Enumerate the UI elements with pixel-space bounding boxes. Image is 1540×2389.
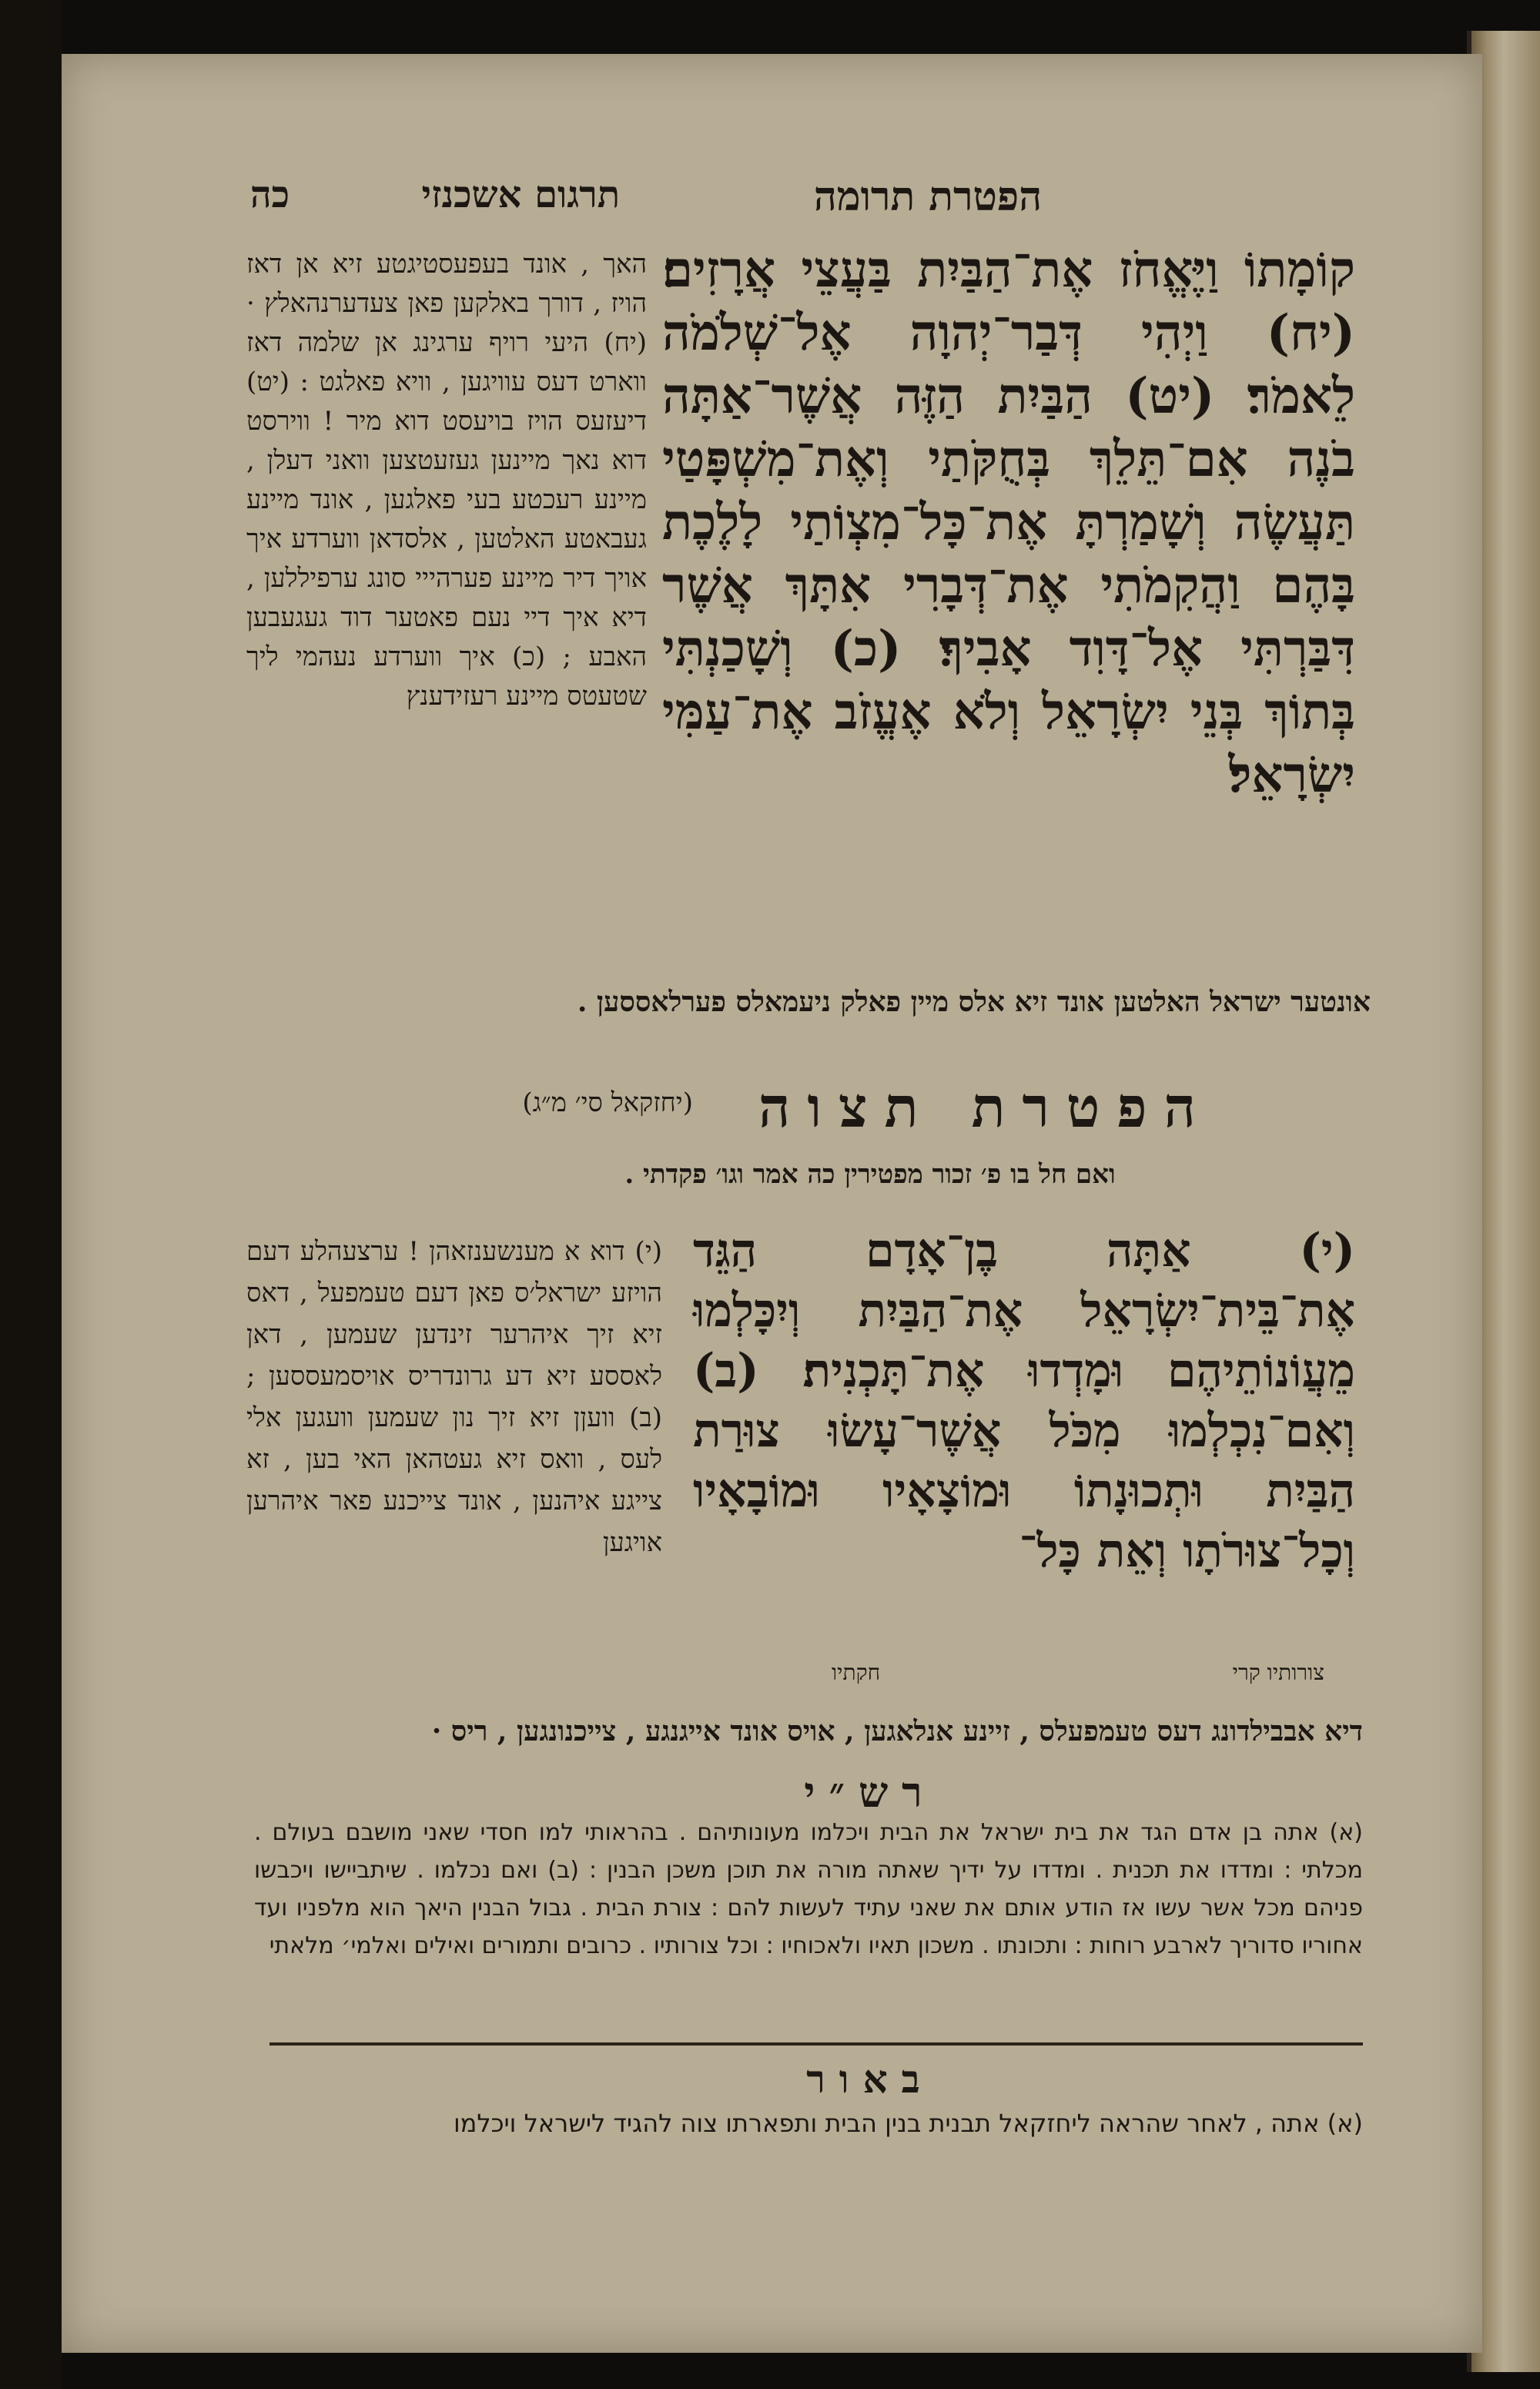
chapter-reference: (יחזקאל סי׳ מ״ג)	[522, 1087, 693, 1118]
targum-tetzaveh-continuation: דיא אבבילדונג דעס טעמפעלס , זיינע אנלאגען , אויס אונד אייגנגע , צייכנונגען , ריס ·	[431, 1715, 1363, 1747]
targum-running-head: תרגום אשכנזי	[421, 173, 620, 216]
biur-heading: באור	[806, 2056, 934, 2102]
qere-ketiv-notes	[693, 1660, 1355, 1686]
book-left-shadow	[0, 0, 62, 2389]
rashi-commentary: (א) אתה בן אדם הגד את בית ישראל את הבית ויכלמו מעונותיהם . בהראותי למו חסדי שאני מושבם בעולם . מכלתי : ומדדו את תכנית . ומדדו על ידיך שאתה מורה את תוכן משכן הבנין : (ב) ואם נכלמו . שיתביישו ויכבשו פניהם מכל אשר עשו אז הודע אותם את שאני עתיד לעשות להם : צורת הבית . גבול הבנין היאך הוא מלפניו ועד אחוריו סדוריך לארבע רוחות : ותכונתו . משכון תאיו ולאכוחיו : וכל צורותיו . כרובים ותמורים ואילים ואלמי׳ מלאתי	[254, 1819, 1363, 1959]
page-number: כה	[250, 173, 290, 216]
qere-note-right: צורותיו קרי	[1232, 1660, 1324, 1685]
zachor-instruction: ואם חל בו פ׳ זכור מפטירין כה אמר וגו׳ פקדתי .	[624, 1159, 1116, 1190]
targum-continuation-line: אונטער ישראל האלטען אונד זיא אלס מיין פאלק ניעמאלס פערלאססען .	[577, 986, 1371, 1018]
haftarah-terumah-text: קוֹמָתוֹ וַיֶּאֱחֹז אֶת־הַבַּיִת בַּעֲצֵי אֲרָזִים׃ (יח) וַיְהִי דְּבַר־יְהוָה אֶל־שְׁלֹמֹה לֵאמֹר׃ (יט) הַבַּיִת הַזֶּה אֲשֶׁר־אַתָּה בֹנֶה אִם־תֵּלֵךְ בְּחֻקֹּתַי וְאֶת־מִשְׁפָּטַי תַּעֲשֶׂה וְשָׁמַרְתָּ אֶת־כָּל־מִצְוֹתַי לָלֶכֶת בָּהֶם וַהֲקִמֹתִי אֶת־דְּבָרִי אִתָּךְ אֲשֶׁר דִּבַּרְתִּי אֶל־דָּוִד אָבִיךָ׃ (כ) וְשָׁכַנְתִּי בְּתוֹךְ בְּנֵי יִשְׂרָאֵל וְלֹא אֶעֱזֹב אֶת־עַמִּי יִשְׂרָאֵל׃	[662, 241, 1355, 804]
biur-commentary: (א) אתה , לאחר שהראה ליחזקאל תבנית בנין הבית ותפארתו צוה להגיד לישראל ויכלמו	[453, 2109, 1363, 2138]
rashi-heading: רש״י	[804, 1767, 936, 1817]
qere-note-left: חקתיו	[832, 1660, 881, 1685]
targum-tetzaveh-column: (י) דוא א מענשענזאהן ! ערצעהלע דעם הויזע ישראל׳ס פאן דעם טעמפעל , דאס זיא זיך איהרער זינדען שעמען , דאן לאססע זיא דע גרונדריס אויסמעססען ; (ב) וועןן זיא זיך נון שעמען וועגען אלי לעס , וואס זיא געטהאן האי בען , זא צייגע איהנען , אונד צייכנע פאר איהרען אויגען	[246, 1236, 662, 1558]
targum-terumah-column: האך , אונד בעפעסטיגטע זיא אן דאז הויז , דורך באלקען פאן צעדערנהאלץ · (יח) היעי רויף ערגינג אן שלמה דאז ווארט דעס עוויגען , וויא פאלגט : (יט) דיעזעס הויז בויעסט דוא מיר ! ווירסט דוא נאך מיינען געזעטצען וואני דעלן , מיינע רעכטע בעי פאלגען , אונד מיינע געבאטע האלטען , אלסדאן ווערדע איך אויך דיר מיינע פערהייי סונג ערפיללען , דיא איך דיי נעם פאטער דוד געגעבען האבע ; (כ) איך ווערדע נעהמי ליך שטעטס מיינע רעזידענץ	[246, 249, 647, 712]
haftarah-tetzaveh-text: (י) אַתָּה בֶן־אָדָם הַגֵּד אֶת־בֵּית־יִשְׂרָאֵל אֶת־הַבַּיִת וְיִכָּלְמוּ מֵעֲוֹנוֹתֵיהֶם וּמָדְדוּ אֶת־תָּכְנִית׃ (ב) וְאִם־נִכְלְמוּ מִכֹּל אֲשֶׁר־עָשׂוּ צוּרַת הַבַּיִת וּתְכוּנָתוֹ וּמוֹצָאָיו וּמוֹבָאָיו וְכָל־צוּרֹתָו וְאֵת כָּל־	[693, 1224, 1355, 1578]
haftarah-tetzaveh-heading: הפטרת תצוה	[758, 1074, 1213, 1140]
divider-rule	[270, 2042, 1363, 2046]
haftarah-running-head: הפטרת תרומה	[813, 173, 1043, 220]
